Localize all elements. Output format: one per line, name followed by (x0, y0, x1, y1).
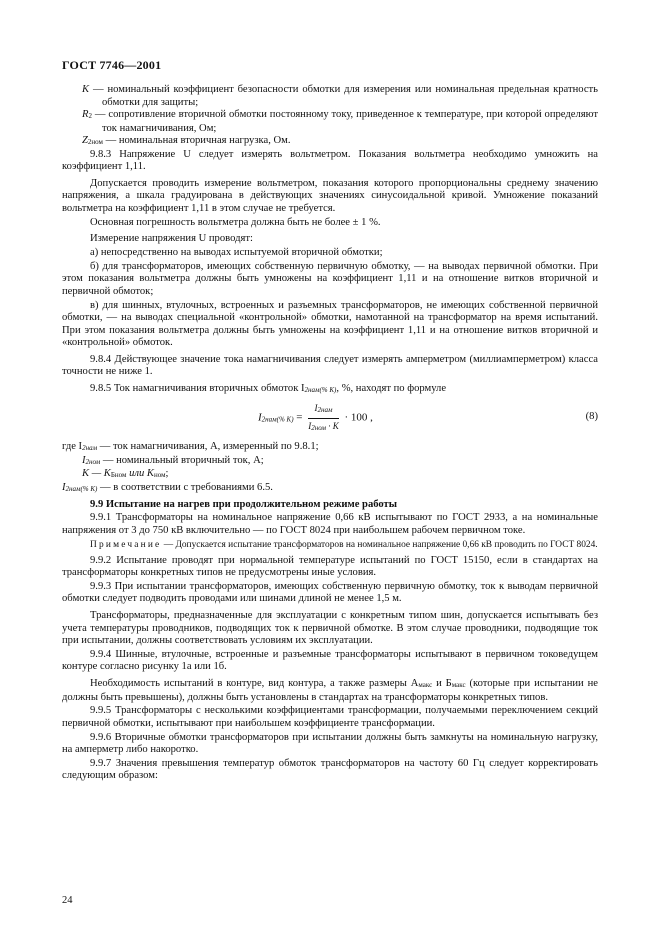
where-1-sub: 2нам (82, 444, 98, 453)
paragraph-9-8-4: 9.8.4 Действующее значение тока намагничивания следует измерять амперметром (миллиамперметром) класса точности не ниже 1. (62, 353, 598, 378)
formula-8 (62, 398, 598, 438)
def-subscript: 2ном (87, 138, 103, 147)
where-line-1 (62, 441, 598, 455)
paragraph-9-9-3-b: Трансформаторы, предназначенные для эксплуатации с конкретным типом шин, допускается испытывать без учета температуры проводников, подводящих ток к первичной обмотке. В этом случае проводники, подводящие ток при испытании, должны соответствовать условиям их эксплуатации. (62, 610, 598, 647)
where-4-post: — в соответствии с требованиями 6.5. (100, 481, 273, 493)
definition-r2 (62, 109, 598, 135)
where-1-pre: где I (62, 441, 83, 453)
p994b-mid: и Б (432, 677, 452, 689)
paragraph-9-8-3-c: Основная погрешность вольтметра должна быть не более ± 1 %. (90, 216, 381, 228)
formula-lhs: I (258, 411, 262, 424)
note-label: Примечание (90, 540, 162, 551)
p985-post: , %, находят по формуле (336, 382, 447, 394)
formula-number: (8) (585, 411, 598, 423)
where-1-post: — ток намагничивания, А, измеренный по 9.8.1; (99, 441, 319, 453)
paragraph-9-9-3: 9.9.3 При испытании трансформаторов, имеющих собственную первичную обмотку, ток к выводам первичной обмотки следует подводить проводами или шинами длиной не менее 1,5 м. (62, 580, 598, 605)
def-symbol: Z (82, 135, 88, 147)
where-2-post: — номинальный вторичный ток, А; (102, 454, 264, 466)
def-subscript: 2 (88, 112, 92, 121)
formula-equals: = (296, 411, 303, 424)
paragraph-9-9-4-b (62, 678, 598, 704)
p994b-sub1: макс (418, 680, 433, 689)
list-item-a: а) непосредственно на выводах испытуемой вторичной обмотки; (90, 246, 383, 258)
def-symbol: R (82, 109, 89, 121)
formula-numerator (308, 402, 338, 419)
den-subscript: 2ном (311, 423, 326, 432)
where-line-4 (62, 482, 598, 496)
doc-header: ГОСТ 7746—2001 (62, 58, 162, 72)
p994b-post: (которые при испытании не должны быть превышены), должны быть установлены в стандартах на трансформаторы конкретных типов. (62, 677, 598, 703)
def-text: — номинальная вторичная нагрузка, Ом. (105, 135, 291, 147)
def-symbol: K (82, 84, 90, 95)
where-line-2 (62, 455, 598, 469)
where-line-3 (62, 468, 598, 482)
where-3-end: ; (165, 468, 169, 480)
paragraph-9-9-1: 9.9.1 Трансформаторы на номинальное напряжение 0,66 кВ испытывают по ГОСТ 2933, а на номинальные напряжения от 3 до 750 кВ включительно — по ГОСТ 8024 при наибольшем рабочем первичном токе. (62, 512, 598, 536)
p994b-pre: Необходимость испытаний в контуре, вид контура, а также размеры A (90, 677, 419, 689)
den-symbol: I (308, 420, 312, 431)
where-2-sub: 2ном (85, 457, 101, 466)
def-text: — номинальный коэффициент безопасности обмотки для измерения или номинальная предельная кратность обмотки для защиты; (92, 84, 598, 108)
note-text: — Допускается испытание трансформаторов на номинальное напряжение 0,66 кВ проводить по ГОСТ 8024. (163, 540, 598, 551)
p985-sub: 2нам(% K) (304, 385, 337, 394)
note (62, 540, 598, 552)
where-3-a: K — K (82, 468, 111, 480)
p994b-sub2: макс (451, 680, 466, 689)
section-heading-9-9: 9.9 Испытание на нагрев при продолжительном режиме работы (90, 498, 398, 510)
definition-z2nom (62, 135, 598, 149)
def-text: — сопротивление вторичной обмотки постоянному току, приведенное к температуре, при которой определяют ток намагничивания, Ом; (94, 109, 599, 134)
paragraph-9-9-7: 9.9.7 Значения превышения температур обмоток трансформаторов на частоту 60 Гц следует корректировать следующим образом: (62, 757, 598, 782)
paragraph-9-9-5: 9.9.5 Трансформаторы с несколькими коэффициентами трансформации, получаемыми переключением секций первичной обмотки, испытывают при наибольшем коэффициенте трансформации. (62, 705, 598, 729)
paragraph-9-8-3-b: Допускается проводить измерение вольтметром, показания которого пропорциональны среднему значению напряжения, а шкала градуирована в действующих значениях синусоидальной кривой. Умножение показаний вольтметра на коэффициент 1,11 в этом случае не требуется. (62, 177, 598, 214)
paragraph-9-8-3: 9.8.3 Напряжение U следует измерять вольтметром. Показания вольтметра необходимо умножить на коэффициент 1,11. (62, 148, 598, 173)
where-3-b-sub: ном (154, 471, 166, 480)
where-3-a-sub: Бном (110, 471, 127, 480)
where-2-sym: I (82, 454, 86, 466)
den-tail: · K (328, 420, 339, 431)
definition-k (62, 84, 598, 109)
paragraph-9-8-5 (62, 383, 598, 397)
num-subscript: 2нам (317, 406, 333, 415)
formula-expression (258, 402, 373, 434)
where-4-sub: 2нам(% K) (65, 484, 98, 493)
document-body (62, 84, 598, 783)
paragraph-9-9-2: 9.9.2 Испытание проводят при нормальной температуре испытаний по ГОСТ 15150, если в стандартах на трансформаторы конкретных типов не предусмотрены иные условия. (62, 554, 598, 579)
formula-fraction (308, 402, 338, 434)
formula-denominator (308, 419, 338, 435)
paragraph-9-8-3-d: Измерение напряжения U проводят: (90, 233, 253, 245)
formula-lhs-sub: 2нам(% K) (261, 415, 294, 424)
list-item-b: б) для трансформаторов, имеющих собственную первичную обмотку, — на выводах первичной обмотки. При этом показания вольтметра должны быть умножены на коэффициент 1,11 и на отношение витков вторичной и первичной обмоток; (62, 260, 598, 297)
where-3-mid: или K (126, 468, 154, 480)
list-item-v: в) для шинных, втулочных, встроенных и разъемных трансформаторов, не имеющих собственной первичной обмотки, — на выводах специальной «контрольной» обмотки, намотанной на трансформатор на время испытаний. При этом показания вольтметра должны быть умножены на коэффициент 1,11 и на отношение витков вторичной и «контрольной» обмоток. (62, 299, 598, 349)
paragraph-9-9-6: 9.9.6 Вторичные обмотки трансформаторов при испытании должны быть замкнуты на номинальную нагрузку, на амперметр либо накоротко. (62, 731, 598, 756)
page-number: 24 (62, 895, 73, 906)
formula-tail: · 100 , (344, 411, 373, 424)
num-symbol: I (314, 403, 318, 414)
paragraph-9-9-4: 9.9.4 Шинные, втулочные, встроенные и разъемные трансформаторы испытывают в первичном токоведущем контуре согласно рисунку 1а или 1б. (62, 648, 598, 673)
p985-pre: 9.8.5 Ток намагничивания вторичных обмоток I (90, 382, 305, 394)
where-4-sym: I (62, 481, 66, 493)
